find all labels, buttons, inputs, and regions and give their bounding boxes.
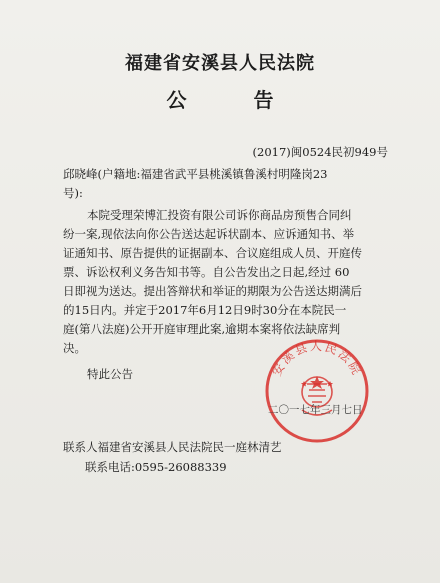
paragraph-line: 纷一案,现依法向你公告送达起诉状副本、应诉通知书、举 (63, 227, 355, 241)
seal-text: 安溪县人民法院 (269, 339, 365, 379)
contact-phone: 联系电话:0595-26088339 (85, 460, 227, 474)
paragraph-line: 日即视为送达。提出答辩状和举证的期限为公告送达期满后 (63, 284, 362, 298)
paragraph-line: 证通知书、原告提供的证据副本、合议庭组成人员、开庭传 (63, 246, 362, 260)
contact-person: 联系人福建省安溪县人民法院民一庭林清艺 (63, 440, 282, 454)
addressee-line-1: 邱晓峰(户籍地:福建省武平县桃溪镇鲁溪村明隆岗23 (63, 167, 328, 181)
notice-title: 公 告 (166, 88, 304, 112)
svg-text:安溪县人民法院 (269, 339, 365, 378)
notice-date: 二〇一七年三月七日 (268, 404, 363, 416)
paragraph-line: 票、诉讼权利义务告知书等。自公告发出之日起,经过 60 (63, 265, 350, 279)
case-number: (2017)闽0524民初949号 (252, 145, 388, 159)
court-seal (262, 336, 372, 446)
paragraph-line: 庭(第八法庭)公开开庭审理此案,逾期本案将依法缺席判 (63, 322, 341, 336)
closing-text: 特此公告 (87, 367, 133, 381)
addressee-line-2: 号): (63, 186, 83, 200)
paragraph-line: 决。 (63, 341, 86, 355)
paragraph-line: 本院受理荣博汇投资有限公司诉你商品房预售合同纠 (87, 208, 352, 222)
paragraph-line: 的15日内。并定于2017年6月12日9时30分在本院民一 (63, 303, 347, 317)
court-name: 福建省安溪县人民法院 (125, 53, 315, 74)
